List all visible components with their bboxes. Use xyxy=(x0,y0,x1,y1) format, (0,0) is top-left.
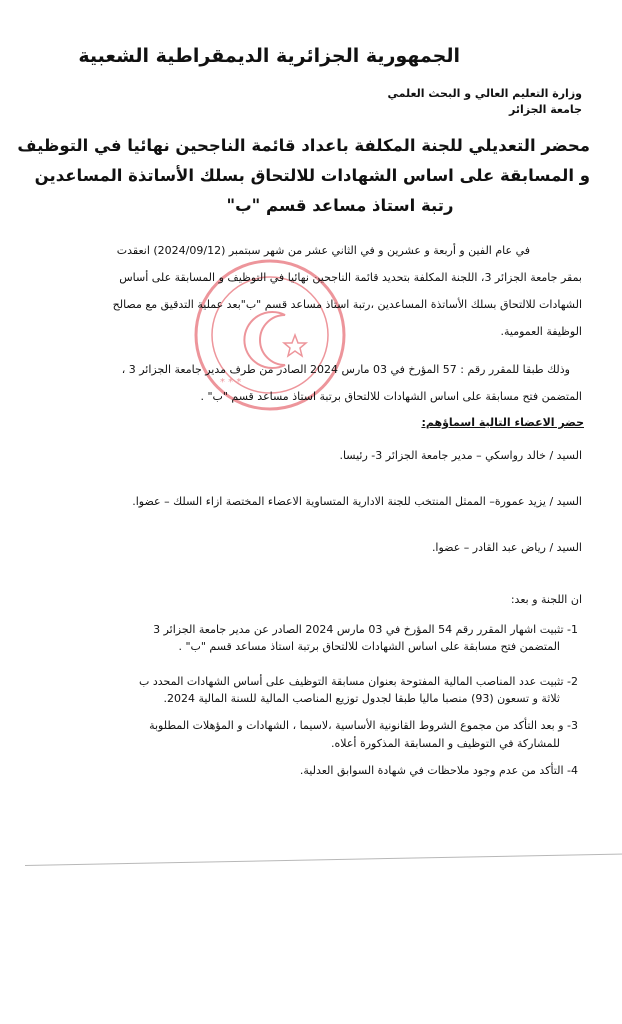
decision-2-line-2: ثلاثة و تسعون (93) منصبا ماليا طبقا لجدول توزيع المناصب المالية للسنة المالية 2024. xyxy=(163,692,560,705)
members-heading: حضر الاعضاء التالية اسماؤهم: xyxy=(421,416,584,429)
paragraph-1-line-2: بمقر جامعة الجزائر 3، اللجنة المكلفة بتحديد قائمة الناجحين نهائيا في التوظيف و المسابقة على أساس xyxy=(119,271,582,284)
document-title-line2: و المسابقة على اساس الشهادات للالتحاق بسلك الأساتذة المساعدين xyxy=(34,166,590,185)
paragraph-1-line-1: في عام الفين و أربعة و عشرين و في الثاني عشر من شهر سبتمبر (2024/09/12) انعقدت xyxy=(116,244,530,257)
page-divider xyxy=(25,853,622,866)
republic-title: الجمهورية الجزائرية الديمقراطية الشعبية xyxy=(78,45,460,67)
decision-1-line-1: 1- تثبيت اشهار المقرر رقم 54 المؤرخ في 03 مارس 2024 الصادر عن مدير جامعة الجزائر 3 xyxy=(153,623,578,636)
document-title-line3: رتبة استاذ مساعد قسم "ب" xyxy=(226,196,454,215)
member-2: السيد / يزيد عمورة– الممثل المنتخب للجنة الادارية المتساوية الاعضاء المختصة ازاء السلك – عضوا. xyxy=(132,495,582,508)
decision-4-line-1: 4- التأكد من عدم وجود ملاحظات في شهادة السوابق العدلية. xyxy=(299,764,578,777)
decision-1-line-2: المتضمن فتح مسابقة على اساس الشهادات للالتحاق برتبة استاذ مساعد قسم "ب" . xyxy=(178,640,560,653)
decision-3-line-1: 3- و بعد التأكد من مجموع الشروط القانونية الأساسية ،لاسيما ، الشهادات و المؤهلات المطلوبة xyxy=(149,719,578,732)
decision-2-line-1: 2- تثبيت عدد المناصب المالية المفتوحة بعنوان مسابقة التوظيف على أساس الشهادات المحدد ب xyxy=(138,675,578,688)
document-title-line1: محضر التعديلي للجنة المكلفة باعداد قائمة الناجحين نهائيا في التوظيف xyxy=(17,136,590,155)
committee-intro: ان اللجنة و بعد: xyxy=(510,593,582,606)
university-name: جامعة الجزائر xyxy=(509,103,582,116)
paragraph-1-line-3: الشهادات للالتحاق بسلك الأساتذة المساعدين ،رتبة استاذ مساعد قسم "ب"بعد عملية التدقيق مع مصالح xyxy=(112,298,582,311)
ministry-name: وزارة التعليم العالي و البحث العلمي xyxy=(387,87,582,100)
member-1: السيد / خالد رواسكي – مدير جامعة الجزائر 3- رئيسا. xyxy=(339,449,582,462)
paragraph-2-line-2: المتضمن فتح مسابقة على اساس الشهادات للالتحاق برتبة استاذ مساعد قسم "ب" . xyxy=(200,390,582,403)
svg-text:* * *: * * * xyxy=(220,377,242,388)
paragraph-1-line-4: الوظيفة العمومية. xyxy=(500,325,582,338)
paragraph-2-line-1: وذلك طبقا للمقرر رقم : 57 المؤرخ في 03 مارس 2024 الصادر من طرف مدير جامعة الجزائر 3 ، xyxy=(121,363,570,376)
decision-3-line-2: للمشاركة في التوظيف و المسابقة المذكورة أعلاه. xyxy=(331,737,560,750)
member-3: السيد / رياض عبد القادر – عضوا. xyxy=(431,541,582,554)
